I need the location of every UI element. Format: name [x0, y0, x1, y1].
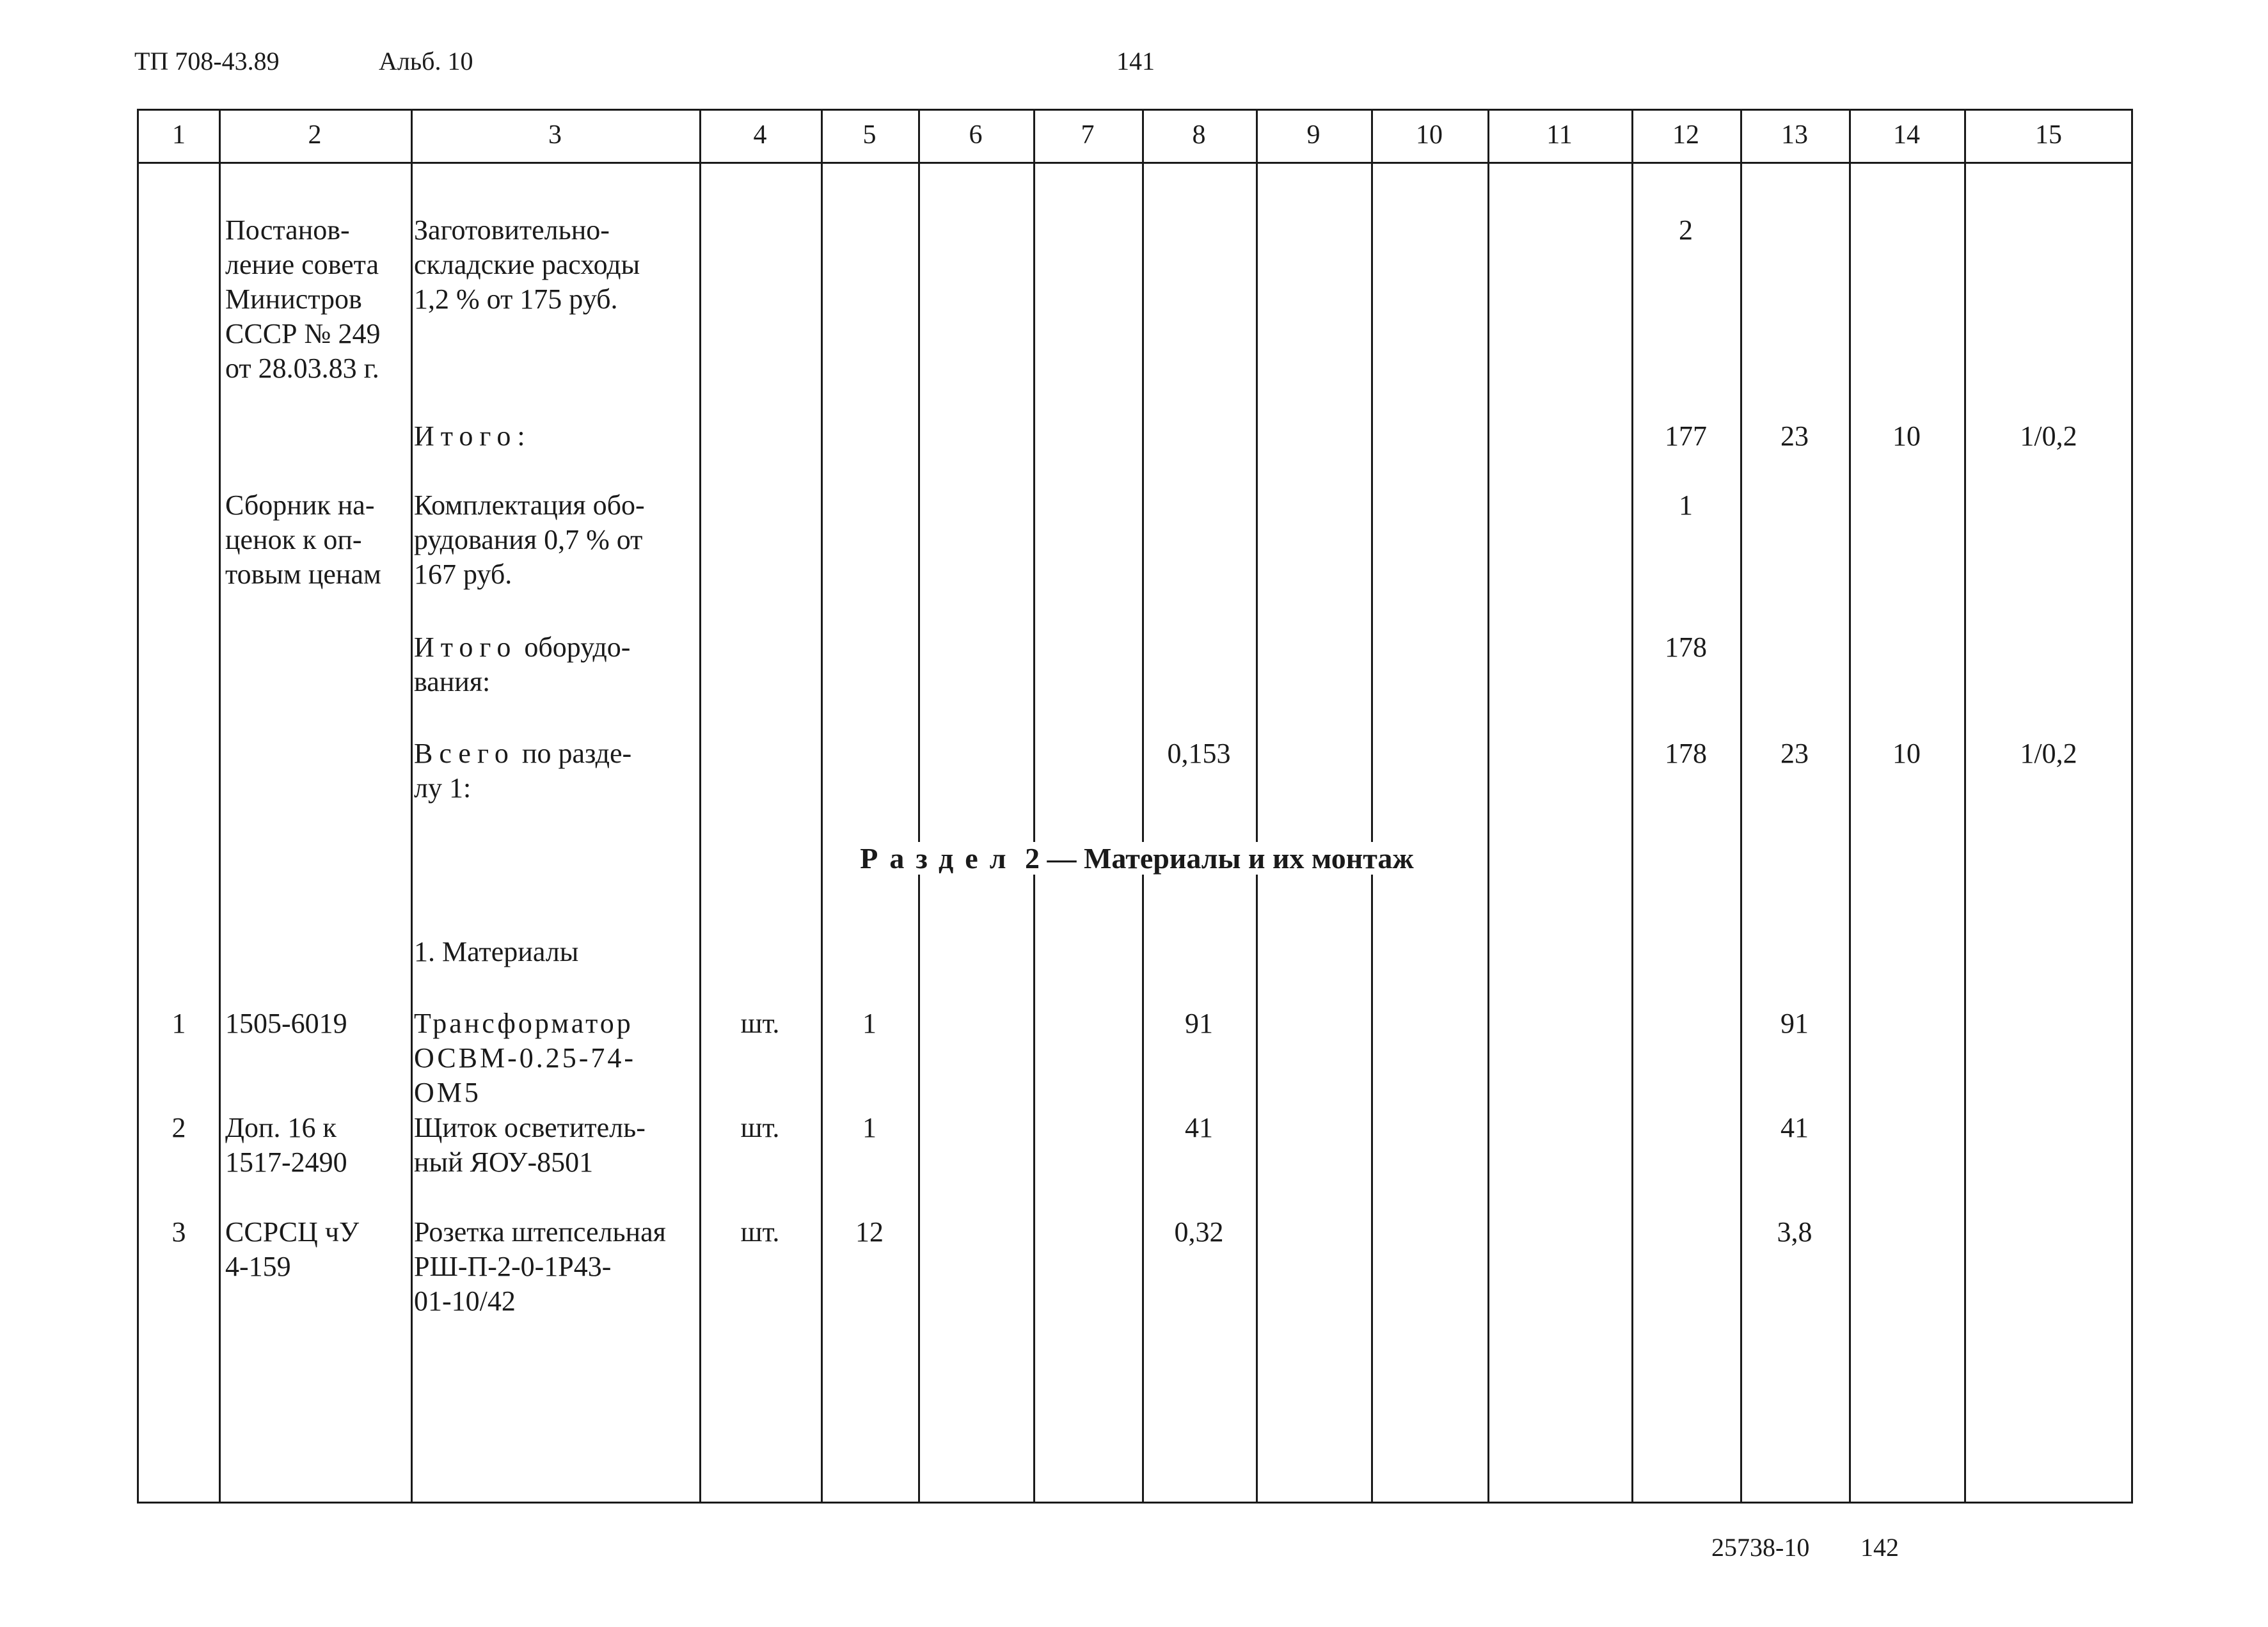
item-unit: шт.	[740, 1008, 780, 1039]
item-unit-cost: 91	[1185, 1008, 1213, 1039]
column-divider	[1740, 111, 1742, 1502]
section-heading	[139, 841, 2135, 875]
column-number-8: 8	[1192, 120, 1206, 150]
item-source-reference: Доп. 16 к 1517-2490	[225, 1112, 347, 1178]
row-description-emphasis: Всего	[414, 738, 515, 769]
row-cost-col12: 1	[1679, 489, 1693, 521]
section-heading-rest: 2 — Материалы и их монтаж	[1017, 842, 1414, 875]
item-quantity: 1	[862, 1008, 876, 1039]
row-cost-col12: 177	[1665, 420, 1707, 452]
column-number-4: 4	[753, 120, 767, 150]
row-cost-col12: 2	[1679, 214, 1693, 246]
item-total-cost: 41	[1780, 1112, 1809, 1143]
row-cost-col15: 1/0,2	[2020, 738, 2077, 769]
column-divider	[1631, 111, 1633, 1502]
footer-code: 25738-10	[1711, 1533, 1810, 1562]
item-number: 1	[171, 1008, 186, 1039]
column-divider	[1371, 111, 1373, 1502]
row-cost-col14: 10	[1892, 420, 1921, 452]
album-label: Альб. 10	[379, 47, 473, 75]
document-code: ТП 708-43.89	[134, 47, 280, 75]
column-number-10: 10	[1416, 120, 1443, 150]
item-unit: шт.	[740, 1112, 780, 1143]
item-quantity: 12	[855, 1216, 884, 1248]
row-description-emphasis: Итого	[414, 631, 518, 663]
column-divider	[1033, 111, 1035, 1502]
column-number-11: 11	[1546, 120, 1573, 150]
column-divider	[699, 111, 701, 1502]
item-source-reference: ССРСЦ чУ 4-159	[225, 1216, 360, 1282]
row-cost-col12: 178	[1665, 738, 1707, 769]
item-unit: шт.	[740, 1216, 780, 1248]
row-cost-col14: 10	[1892, 738, 1921, 769]
item-total-cost: 3,8	[1777, 1216, 1812, 1248]
section-heading-text	[855, 842, 1418, 875]
row-cost-col13: 23	[1780, 420, 1809, 452]
item-description: Трансформатор ОСВМ-0.25-74-ОМ5	[414, 1008, 637, 1108]
column-divider	[219, 111, 221, 1502]
footer-page-number: 142	[1860, 1533, 1899, 1562]
page-header	[0, 46, 2268, 84]
row-source-reference: Сборник на- ценок к оп- товым ценам	[225, 489, 381, 590]
column-number-15: 15	[2035, 120, 2062, 150]
column-divider	[1256, 111, 1258, 1502]
estimate-table	[137, 109, 2133, 1504]
item-description: Щиток осветитель- ный ЯОУ-8501	[414, 1112, 646, 1178]
column-number-9: 9	[1306, 120, 1320, 150]
column-number-13: 13	[1781, 120, 1808, 150]
item-unit-cost: 41	[1185, 1112, 1213, 1143]
section-heading-word: Раздел	[860, 842, 1018, 875]
item-number: 2	[171, 1112, 186, 1143]
row-description: Итого:	[414, 420, 532, 452]
column-divider	[821, 111, 823, 1502]
row-description-rest: по разде- лу 1:	[414, 738, 632, 804]
column-divider	[411, 111, 413, 1502]
item-unit-cost: 0,32	[1174, 1216, 1224, 1248]
row-description: Заготовительно- складские расходы 1,2 % от 175 руб.	[414, 214, 640, 315]
column-number-14: 14	[1893, 120, 1920, 150]
column-number-1: 1	[172, 120, 186, 150]
item-quantity: 1	[862, 1112, 876, 1143]
header-row-divider	[139, 162, 2131, 164]
column-divider	[1964, 111, 1966, 1502]
row-cost-col13: 23	[1780, 738, 1809, 769]
column-divider	[1487, 111, 1489, 1502]
row-source-reference: Постанов- ление совета Министров СССР № 249 от 28.03.83 г.	[225, 214, 381, 384]
column-divider	[1142, 111, 1144, 1502]
row-cost-col15: 1/0,2	[2020, 420, 2077, 452]
subsection-heading: 1. Материалы	[414, 936, 579, 967]
column-number-2: 2	[308, 120, 322, 150]
row-cost-col8: 0,153	[1167, 738, 1231, 769]
row-description-rest: оборудо- вания:	[414, 631, 631, 697]
item-number: 3	[171, 1216, 186, 1248]
row-description	[414, 736, 699, 806]
column-number-7: 7	[1081, 120, 1095, 150]
page-number: 141	[1116, 47, 1155, 75]
column-number-12: 12	[1672, 120, 1699, 150]
item-description: Розетка штепсельная РШ-П-2-0-1Р43- 01-10/42	[414, 1216, 666, 1317]
column-number-3: 3	[548, 120, 562, 150]
row-description	[414, 630, 699, 699]
column-divider	[1849, 111, 1851, 1502]
item-source-reference: 1505-6019	[225, 1008, 347, 1039]
row-description: Комплектация обо- рудования 0,7 % от 167 руб.	[414, 489, 645, 590]
row-cost-col12: 178	[1665, 631, 1707, 663]
column-divider	[918, 111, 920, 1502]
column-number-5: 5	[862, 120, 876, 150]
column-number-6: 6	[969, 120, 983, 150]
item-total-cost: 91	[1780, 1008, 1809, 1039]
